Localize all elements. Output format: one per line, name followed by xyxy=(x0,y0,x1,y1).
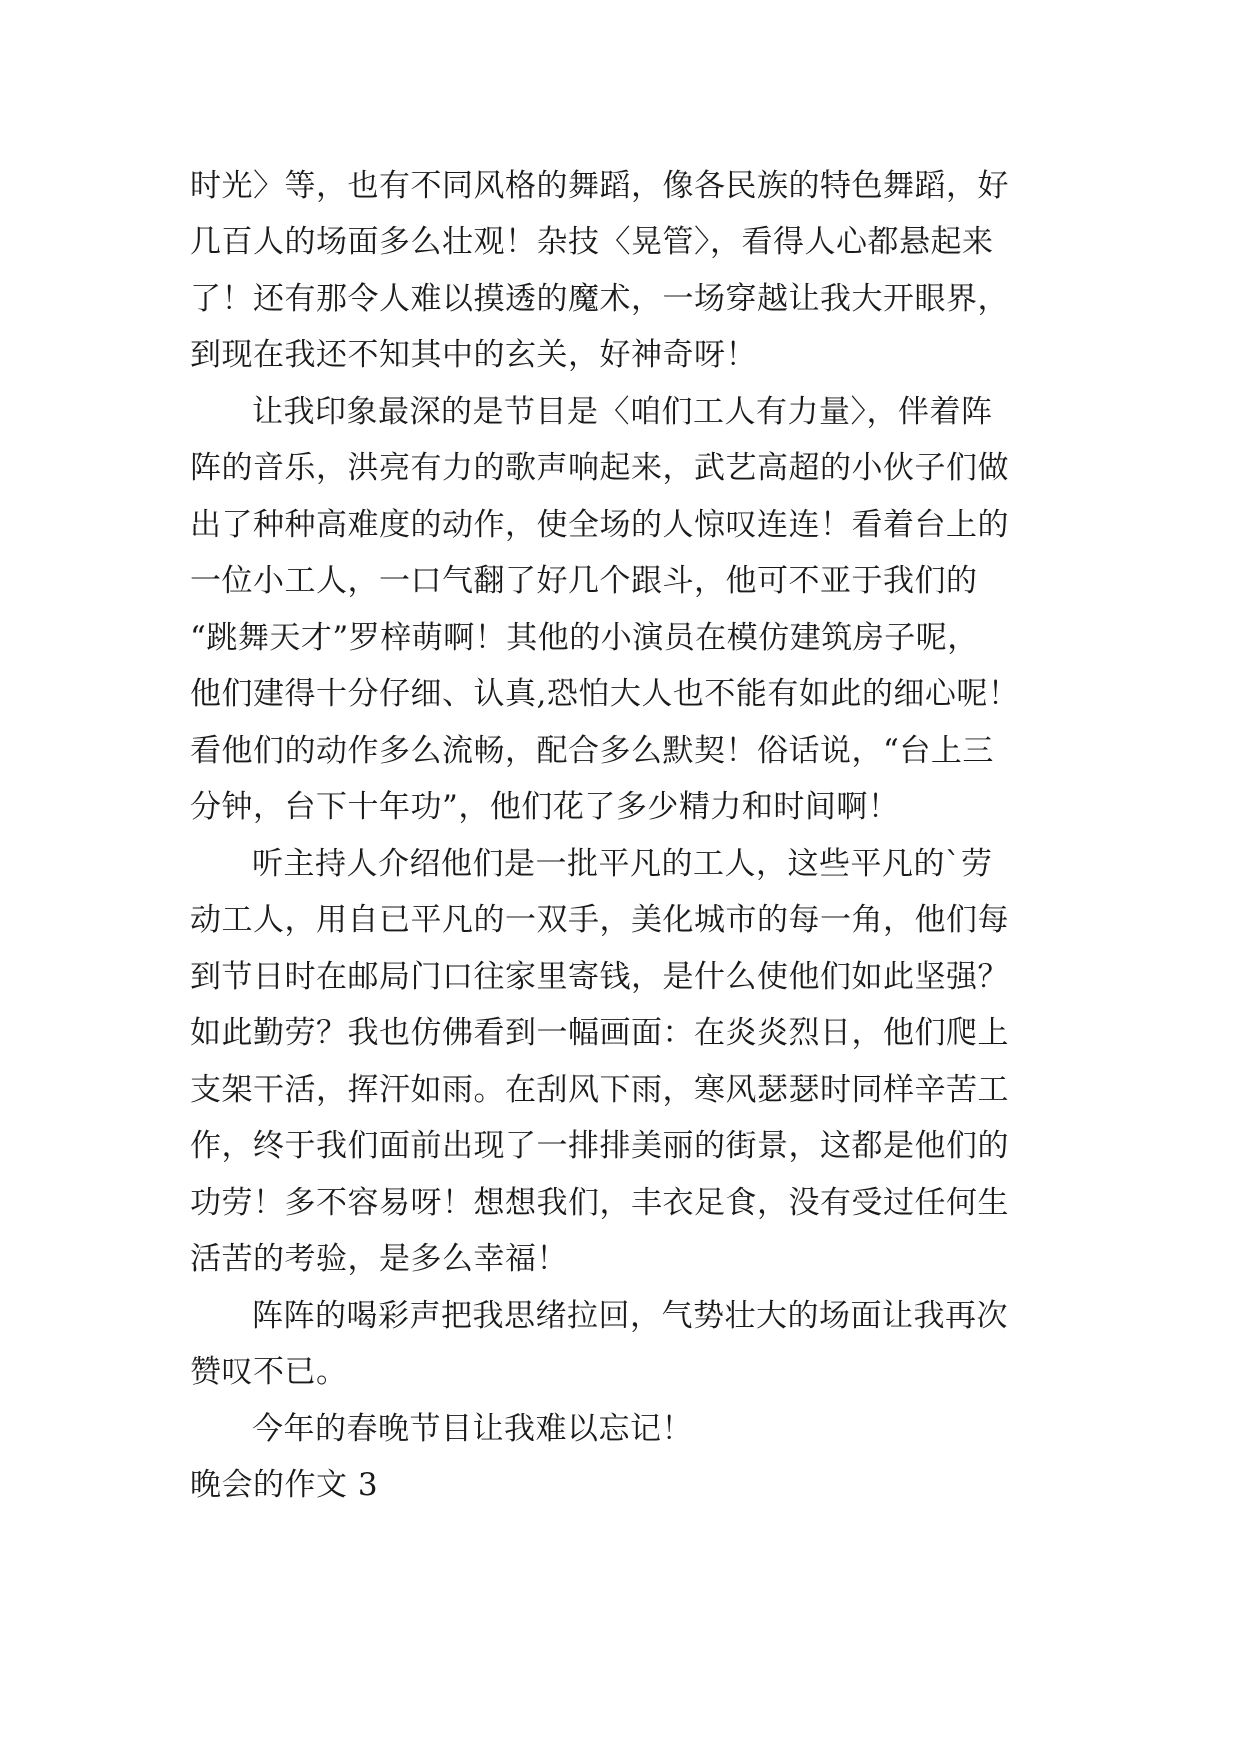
paragraph-line: 看他们的动作多么流畅，配合多么默契！俗话说，“台上三 xyxy=(190,733,994,769)
paragraph-line: 分钟，台下十年功”，他们花了多少精力和时间啊！ xyxy=(190,789,900,825)
paragraph-line: “跳舞天才”罗梓萌啊！其他的小演员在模仿建筑房子呢， xyxy=(190,620,979,656)
paragraph-line: 阵阵的喝彩声把我思绪拉回，气势壮大的场面让我再次 xyxy=(252,1298,1008,1334)
paragraph-line: 支架干活，挥汗如雨。在刮风下雨，寒风瑟瑟时同样辛苦工 xyxy=(190,1072,1009,1108)
paragraph-line: 到现在我还不知其中的玄关，好神奇呀！ xyxy=(190,337,757,373)
paragraph-line: 出了种种高难度的动作，使全场的人惊叹连连！看着台上的 xyxy=(190,507,1009,543)
paragraph-line: 作，终于我们面前出现了一排排美丽的街景，这都是他们的 xyxy=(190,1128,1009,1164)
paragraph-line: 活苦的考验，是多么幸福！ xyxy=(190,1241,568,1277)
paragraph-line: 了！还有那令人难以摸透的魔术，一场穿越让我大开眼界， xyxy=(190,281,1009,317)
paragraph-line: 几百人的场面多么壮观！杂技〈晃管〉，看得人心都悬起来 xyxy=(190,224,994,260)
paragraph-line: 功劳！多不容易呀！想想我们，丰衣足食，没有受过任何生 xyxy=(190,1185,1009,1221)
paragraph-line: 到节日时在邮局门口往家里寄钱，是什么使他们如此坚强？ xyxy=(190,959,1009,995)
paragraph-line: 时光〉等，也有不同风格的舞蹈，像各民族的特色舞蹈，好 xyxy=(190,168,1009,204)
paragraph-line: 阵的音乐，洪亮有力的歌声响起来，武艺高超的小伙子们做 xyxy=(190,450,1009,486)
paragraph-line: 如此勤劳？我也仿佛看到一幅画面：在炎炎烈日，他们爬上 xyxy=(190,1015,1009,1051)
paragraph-line: 一位小工人，一口气翻了好几个跟斗，他可不亚于我们的 xyxy=(190,563,978,599)
paragraph-line: 听主持人介绍他们是一批平凡的工人，这些平凡的`劳 xyxy=(252,846,993,882)
paragraph-line: 今年的春晚节目让我难以忘记！ xyxy=(252,1411,693,1447)
paragraph-line: 让我印象最深的是节目是〈咱们工人有力量〉，伴着阵 xyxy=(252,394,993,430)
paragraph-line: 赞叹不已。 xyxy=(190,1354,348,1390)
paragraph-line: 他们建得十分仔细、认真,恐怕大人也不能有如此的细心呢！ xyxy=(190,676,1020,712)
section-heading: 晚会的作文 3 xyxy=(190,1467,379,1503)
paragraph-line: 动工人，用自已平凡的一双手，美化城市的每一角，他们每 xyxy=(190,902,1009,938)
